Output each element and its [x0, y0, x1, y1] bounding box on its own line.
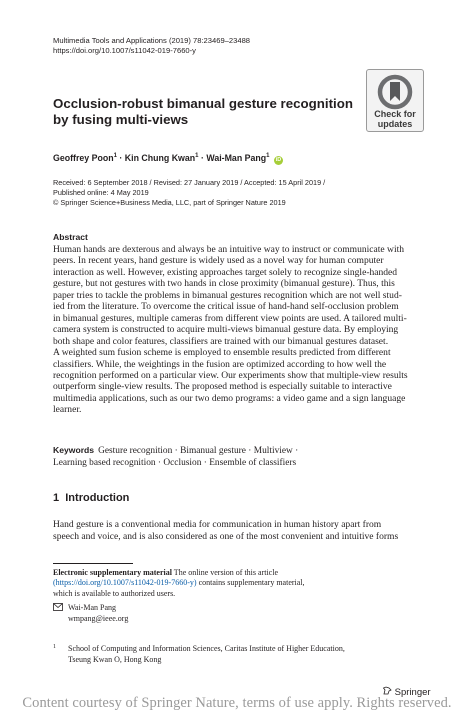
author-list: [53, 150, 283, 165]
section-title: Introduction: [65, 492, 130, 504]
author-affiliation-ref: 1: [113, 153, 117, 159]
abstract-line: learner.: [53, 404, 82, 416]
bookmark-ring-icon: [377, 74, 413, 110]
abstract-line: multimedia applications, such as our two demo programs: a video game and a sign language: [53, 392, 406, 404]
abstract-line: classifiers. While, the weightings in the fusion are optimized according to how well the: [53, 358, 387, 370]
keywords-line: Learning based recognition · Occlusion · Ensemble of classifiers: [53, 458, 297, 469]
title-line-1: Occlusion-robust bimanual gesture recognition: [53, 96, 353, 111]
badge-line-1: Check for: [374, 109, 416, 119]
publication-history: [53, 178, 325, 209]
abstract-line: gesture, but not gestures with two hands in close proximity (bimanual gesture). Thus, this: [53, 278, 395, 290]
intro-paragraph: [53, 519, 426, 544]
abstract-line: paper tries to tackle the problems in bimanual gestures recognition which are not well stud-: [53, 289, 402, 301]
publisher-name: Springer: [394, 687, 431, 698]
journal-header: [53, 36, 250, 57]
abstract-body: [53, 244, 426, 416]
keywords: [53, 444, 426, 470]
author-name: Geoffrey Poon: [53, 152, 114, 163]
abstract-line: recognition performed on a particular view. Our experiments show that multiple-view results: [53, 369, 408, 381]
intro-line: Hand gesture is a conventional media for communication in human history apart from: [53, 519, 382, 530]
author-name: Kin Chung Kwan: [124, 152, 196, 163]
corresponding-author-email[interactable]: wmpang@ieee.org: [68, 613, 129, 623]
esm-link[interactable]: (https://doi.org/10.1007/s11042-019-7660-y): [53, 578, 197, 588]
badge-line-2: updates: [377, 118, 413, 129]
article-doi[interactable]: https://doi.org/10.1007/s11042-019-7660-y: [53, 46, 196, 56]
paper-title: [53, 96, 353, 128]
keywords-label: Keywords: [53, 445, 95, 455]
section-heading: [53, 492, 129, 504]
abstract-line: interaction as well. However, existing approaches target solely to recognize single-handed: [53, 266, 398, 278]
affiliation-line: Tseung Kwan O, Hong Kong: [68, 654, 162, 664]
abstract-line: peers. In recent years, hand gesture is widely used as a novel way for human computer: [53, 255, 384, 267]
esm-text: The online version of this article: [171, 568, 278, 577]
author-affiliation-ref: 1: [195, 153, 199, 159]
affiliation-line: School of Computing and Information Sciences, Caritas Institute of Higher Education,: [68, 644, 345, 653]
supplementary-material-note: [53, 568, 353, 599]
abstract-line: A weighted sum fusion scheme is employed to ensemble results predicted from different: [53, 347, 391, 359]
abstract-line: in bimanual gestures, multiple cameras from different view points are used. A tailored multi-: [53, 312, 407, 324]
journal-citation: Multimedia Tools and Applications (2019) 78:23469–23488: [53, 36, 251, 45]
esm-label: Electronic supplementary material: [53, 568, 172, 577]
abstract-line: Human hands are dexterous and always be an intuitive way to instruct or communicate with: [53, 244, 405, 255]
author-separator: ·: [200, 152, 204, 163]
abstract-line: camera system is constructed to acquire multi-views bimanual gesture data. By employing: [53, 324, 399, 336]
abstract-line: ied from the literature. To overcome the critical issue of hand-hand self-occlusion problem: [53, 301, 399, 313]
esm-text: which is available to authorized users.: [53, 588, 176, 598]
check-for-updates-badge[interactable]: [366, 69, 424, 132]
intro-line: speech and voice, and is also considered as one of the most convenient and intuitive forms: [53, 531, 399, 543]
esm-text: contains supplementary material,: [196, 578, 305, 588]
author-name: Wai-Man Pang: [206, 152, 267, 163]
dates-line: Published online: 4 May 2019: [53, 188, 149, 198]
abstract-line: outperform single-view results. The proposed method is especially suitable to interactive: [53, 381, 392, 393]
envelope-icon: [53, 603, 63, 615]
keywords-line: Gesture recognition · Bimanual gesture · Multiview ·: [98, 446, 299, 456]
footnote-divider: [53, 563, 133, 564]
orcid-icon[interactable]: iD: [275, 156, 282, 163]
author-affiliation-ref: 1: [266, 153, 270, 159]
section-number: 1: [53, 492, 60, 504]
copyright-line: © Springer Science+Business Media, LLC, part of Springer Nature 2019: [53, 198, 286, 208]
author-separator: ·: [119, 152, 123, 163]
abstract-heading: Abstract: [53, 232, 88, 242]
corresponding-author-name: Wai-Man Pang: [68, 603, 117, 612]
copyright-footer: Content courtesy of Springer Nature, terms of use apply. Rights reserved.: [22, 695, 452, 711]
title-line-2: by fusing multi-views: [53, 112, 189, 128]
abstract-line: both shape and color features, classifiers are trained with our bimanual gestures dataset.: [53, 335, 389, 347]
affiliation-number: 1: [53, 644, 56, 650]
dates-line: Received: 6 September 2018 / Revised: 27 January 2019 / Accepted: 15 April 2019 /: [53, 178, 326, 187]
